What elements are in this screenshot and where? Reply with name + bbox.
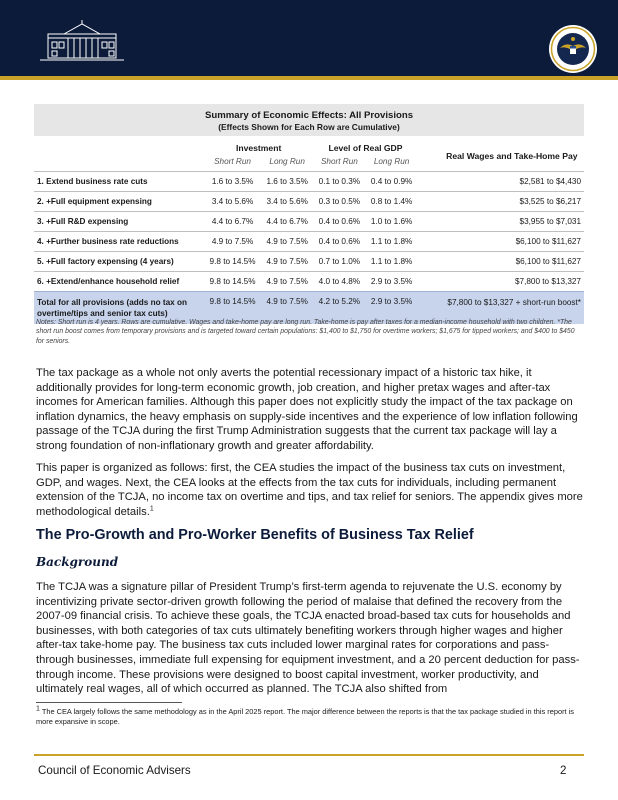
table-subtitle: (Effects Shown for Each Row are Cumulative) [218,122,400,132]
investment-short-cell: 9.8 to 14.5% [204,292,261,325]
gdp-long-cell: 0.4 to 0.9% [365,172,417,192]
body-paragraph: The tax package as a whole not only averts the potential recessionary impact of a historic tax hike, it additionally provides for long-term economic growth, job creation, and higher pretax wages and after-tax incomes for American families. Although this paper does not explicitly study the impact of the tax package on inflation dynamics, the heavy emphasis on supply-side incentives and the experience of low inflation following passage of the TCJA during the first Trump Administration suggests that the current tax package will lay a strong foundation of non-inflationary growth and greater affordability. [36,367,578,452]
page-number: 2 [560,764,567,777]
wages-cell: $6,100 to $11,627 [418,232,584,252]
table-row [34,232,584,252]
investment-short-cell: 9.8 to 14.5% [204,252,261,272]
footnote-divider [36,702,182,703]
row-label: 3. +Full R&D expensing [34,212,204,232]
investment-long-cell: 3.4 to 5.6% [261,192,313,212]
gdp-long-cell: 1.1 to 1.8% [365,252,417,272]
table-notes: Notes: Short run is 4 years. Rows are cumulative. Wages and take-home pay are long run. Take-home is pay after taxes for a median-income household with two children. *The short run boost comes from temporary provisions and is targeted toward certain populations: $1,400 to $1,750 for overtime workers; $1,675 for tipped workers; and $400 to $450 for seniors. [36,319,575,345]
investment-long-cell: 4.9 to 7.5% [261,232,313,252]
wages-cell: $3,525 to $6,217 [418,192,584,212]
subheader-long-run: Long Run [373,157,410,166]
wages-cell: $7,800 to $13,327 + short-run boost* [418,292,584,325]
wages-cell: $6,100 to $11,627 [418,252,584,272]
investment-short-cell: 3.4 to 5.6% [204,192,261,212]
gdp-long-cell: 2.9 to 3.5% [365,292,417,325]
row-label: 5. +Full factory expensing (4 years) [34,252,204,272]
row-label: 2. +Full equipment expensing [34,192,204,212]
gdp-long-cell: 1.1 to 1.8% [365,232,417,252]
investment-short-cell: 4.4 to 6.7% [204,212,261,232]
gdp-short-cell: 0.1 to 0.3% [313,172,365,192]
investment-short-cell: 1.6 to 3.5% [204,172,261,192]
subheader-short-run: Short Run [214,157,251,166]
table-title: Summary of Economic Effects: All Provisions [204,110,414,121]
subheader-short-run: Short Run [320,157,358,166]
investment-short-cell: 4.9 to 7.5% [204,232,261,252]
footnote-reference[interactable]: 1 [149,505,154,513]
table-row [34,192,584,212]
gdp-short-cell: 0.4 to 0.6% [313,212,365,232]
subheader-long-run: Long Run [269,157,305,166]
header-gold-rule [0,76,618,80]
row-label: 6. +Extend/enhance household relief [34,272,204,292]
investment-long-cell: 4.9 to 7.5% [261,292,313,325]
table-row [34,212,584,232]
total-row-label: Total for all provisions (adds no tax on overtime/tips and senior tax cuts) [34,292,204,325]
footnote [36,707,584,727]
gdp-short-cell: 4.2 to 5.2% [313,292,365,325]
investment-long-cell: 4.4 to 6.7% [261,212,313,232]
row-label: 1. Extend business rate cuts [34,172,204,192]
column-group-wages: Real Wages and Take-Home Pay [446,151,578,161]
footnote-text: The CEA largely follows the same methodology as in the April 2025 report. The major difference between the reports is that the tax package studied in this report is more expansive in scope. [36,707,574,726]
paragraph-text: This paper is organized as follows: first, the CEA studies the impact of the business tax cuts on investment, GDP, and wages. Next, the CEA looks at the effects from the tax cuts for individuals, including permanent extension of the TCJA, no income tax on overtime and tips, and tax relief for seniors. The appendix gives more methodological details. [36,462,583,518]
body-paragraph [36,461,584,519]
economic-effects-table [34,104,584,324]
footnote-mark: 1 [36,705,40,713]
gdp-short-cell: 4.0 to 4.8% [313,272,365,292]
investment-long-cell: 1.6 to 3.5% [261,172,313,192]
gdp-long-cell: 2.9 to 3.5% [365,272,417,292]
wages-cell: $2,581 to $4,430 [418,172,584,192]
white-house-icon [34,20,130,64]
wages-cell: $3,955 to $7,031 [418,212,584,232]
wages-cell: $7,800 to $13,327 [418,272,584,292]
gdp-short-cell: 0.3 to 0.5% [313,192,365,212]
investment-long-cell: 4.9 to 7.5% [261,272,313,292]
gdp-long-cell: 1.0 to 1.6% [365,212,417,232]
table-row [34,252,584,272]
investment-short-cell: 9.8 to 14.5% [204,272,261,292]
section-heading: The Pro-Growth and Pro-Worker Benefits of Business Tax Relief [36,527,474,543]
gdp-short-cell: 0.7 to 1.0% [313,252,365,272]
presidential-seal-icon [548,24,598,74]
subsection-heading: Background [36,555,119,569]
table-row [34,172,584,192]
page-header [0,0,618,76]
footer-organization: Council of Economic Advisers [38,764,191,777]
gdp-short-cell: 0.4 to 0.6% [313,232,365,252]
column-group-gdp: Level of Real GDP [328,143,403,153]
investment-long-cell: 4.9 to 7.5% [261,252,313,272]
column-group-investment: Investment [235,143,282,153]
table-row [34,272,584,292]
row-label: 4. +Further business rate reductions [34,232,204,252]
footer-gold-rule [34,754,584,756]
gdp-long-cell: 0.8 to 1.4% [365,192,417,212]
body-paragraph: The TCJA was a signature pillar of President Trump’s first-term agenda to rejuvenate the U.S. economy by incentivizing private sector-driven growth following the period of malaise that defined the recovery from the 2007-09 financial crisis. To achieve these goals, the TCJA enacted broad-based tax cuts for households and businesses, with both categories of tax cuts ultimately benefiting workers through higher wages and higher after-tax take-home pay. The business tax cuts included lower marginal rates for corporations and pass-through businesses, immediate full expensing for equipment investment, and a 20 percent deduction for pass-through income. These provisions were designed to boost capital investment, worker productivity, and ultimately real wages, all of which occurred as planned. The TCJA also shifted from [36,581,580,696]
